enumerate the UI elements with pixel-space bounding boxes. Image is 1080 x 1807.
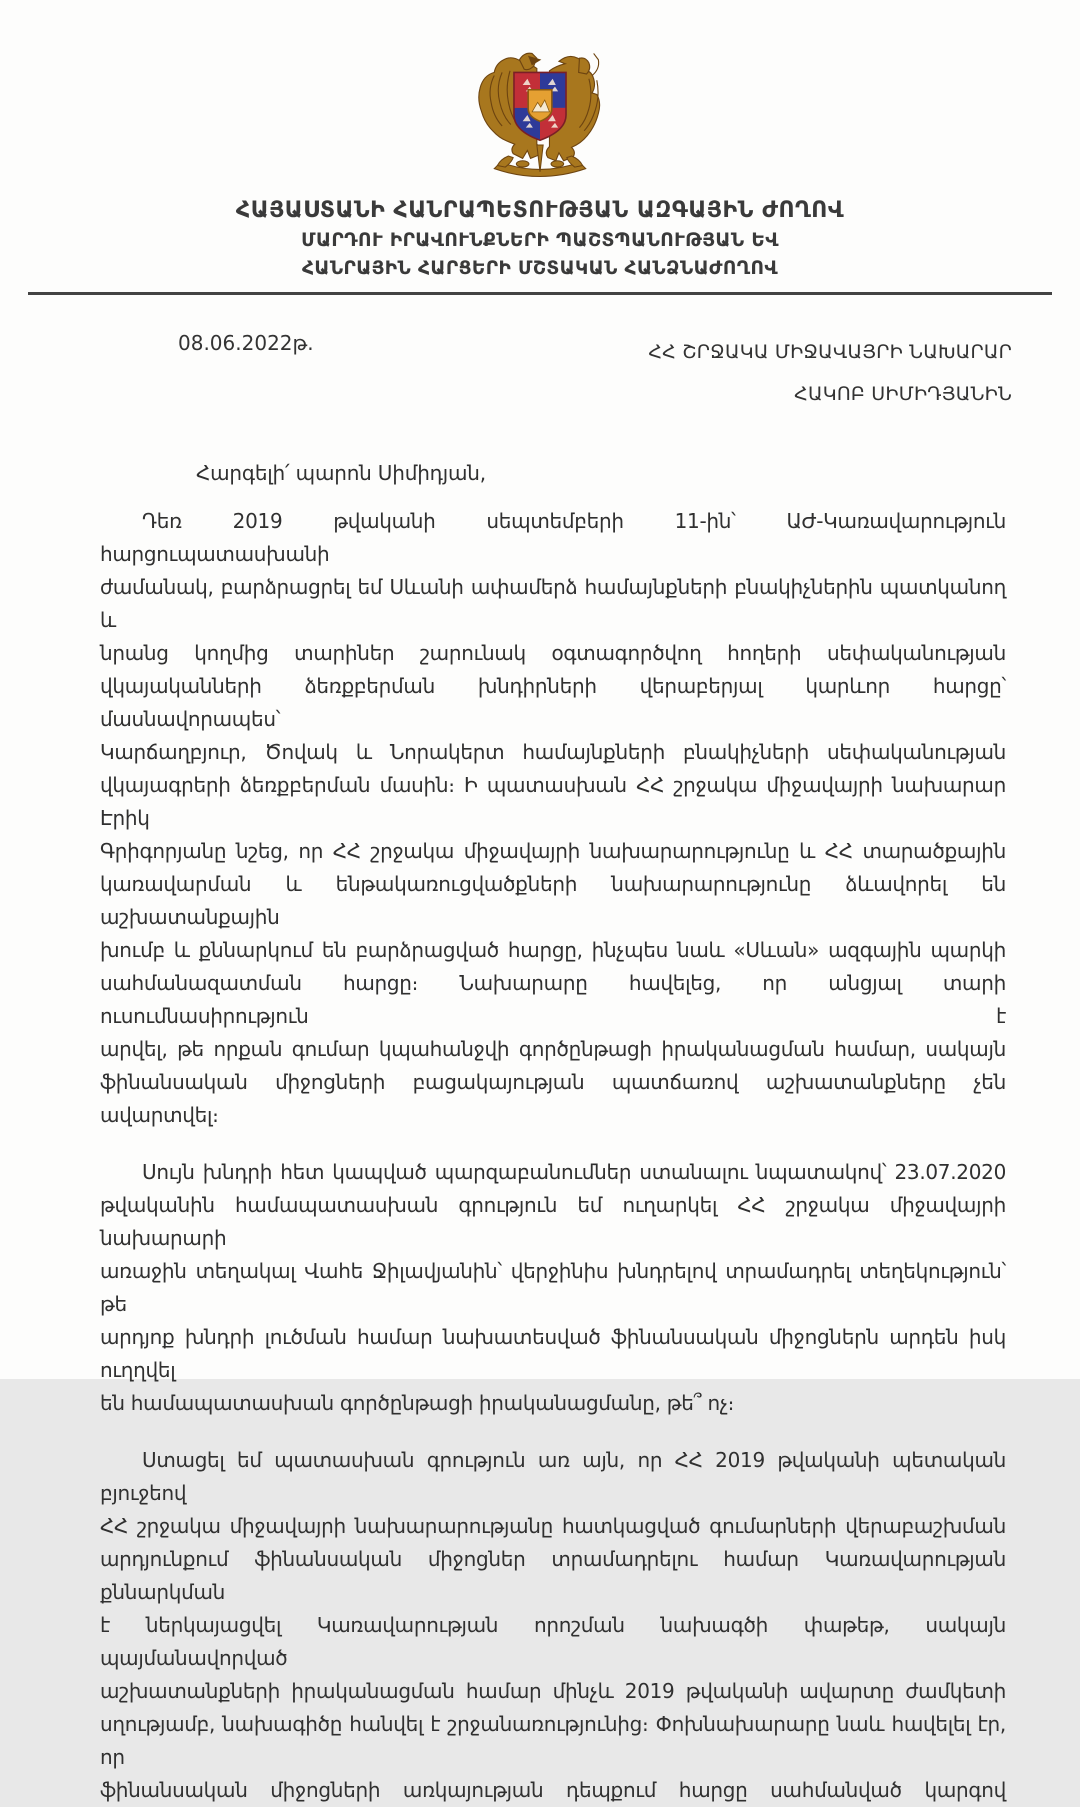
paragraph-line: վկայագրերի ձեռքբերման մասին։ Ի պատասխան ՀՀ շրջակա միջավայրի նախարար Էրիկ	[100, 773, 1006, 830]
paragraph-line: սղությամբ, նախագիծը հանվել է շրջանառությունից։ Փոխնախարարը նաև հավելել էր, որ	[100, 1712, 1006, 1769]
salutation: Հարգելի՛ պարոն Սիմիդյան,	[196, 461, 486, 485]
paragraph-line: առաջին տեղակալ Վահե Ջիլավյանին՝ վերջինիս խնդրելով տրամադրել տեղեկություն՝ թե	[100, 1259, 1006, 1316]
org-name-line2: ՄԱՐԴՈՒ ԻՐԱՎՈՒՆՔՆԵՐԻ ՊԱՇՏՊԱՆՈՒԹՅԱՆ ԵՎ	[301, 230, 779, 251]
paragraph	[100, 505, 1006, 1132]
paragraph-line: ՀՀ շրջակա միջավայրի նախարարությանը հատկացված գումարների վերաբաշխման	[100, 1514, 1006, 1538]
org-name-line3: ՀԱՆՐԱՅԻՆ ՀԱՐՑԵՐԻ ՄՇՏԱԿԱՆ ՀԱՆՁՆԱԺՈՂՈՎ	[301, 258, 779, 279]
paragraph-line: աշխատանքների իրականացման համար մինչև 2019 թվականի ավարտը ժամկետի	[100, 1679, 1006, 1703]
paragraph-line: է ներկայացվել Կառավարության որոշման նախագծի փաթեթ, սակայն պայմանավորված	[100, 1613, 1006, 1670]
paragraph-line: Սույն խնդրի հետ կապված պարզաբանումներ ստանալու նպատակով՝ 23.07.2020	[142, 1160, 1006, 1184]
letter-body	[100, 505, 1006, 1807]
paragraph-line: արվել, թե որքան գումար կպահանջվի գործընթացի իրականացման համար, սակայն	[100, 1037, 1006, 1061]
letterhead-divider	[28, 292, 1052, 295]
paragraph-line: կառավարման և ենթակառուցվածքների նախարարությունը ձևավորել են աշխատանքային	[100, 872, 1006, 929]
paragraph-line: սահմանազատման հարցը։ Նախարարը հավելեց, որ անցյալ տարի ուսումնասիրություն է	[100, 971, 1006, 1028]
paragraph-line: Դեռ 2019 թվականի սեպտեմբերի 11-ին՝ ԱԺ-Կառավարություն հարցուպատասխանի	[100, 509, 1006, 566]
recipient-name: ՀԱԿՈԲ ՍԻՄԻԴՅԱՆԻՆ	[794, 383, 1012, 405]
emblem-container	[0, 0, 1080, 190]
paragraph-line: արդյունքում ֆինանսական միջոցներ տրամադրելու համար Կառավարության քննարկման	[100, 1547, 1006, 1604]
recipient-title: ՀՀ ՇՐՋԱԿԱ ՄԻՋԱՎԱՅՐԻ ՆԱԽԱՐԱՐ	[648, 341, 1012, 363]
meta-row	[178, 331, 1012, 415]
paragraph-line: ֆինանսական միջոցների առկայության դեպքում հարցը սահմանված կարգով	[100, 1778, 1006, 1802]
paragraph-line: վկայականների ձեռքբերման խնդիրների վերաբերյալ կարևոր հարցը՝ մասնավորապես՝	[100, 674, 1006, 731]
paragraph	[100, 1156, 1006, 1420]
paragraph-line: Կարճաղբյուր, Ծովակ և Նորակերտ համայնքների բնակիչների սեփականության	[100, 740, 1006, 764]
letter-date: 08.06.2022թ.	[178, 331, 314, 355]
paragraph-line: Գրիգորյանը նշեց, որ ՀՀ շրջակա միջավայրի նախարարությունը և ՀՀ տարածքային	[100, 839, 1006, 863]
paragraph-line: նրանց կողմից տարիներ շարունակ օգտագործվող հողերի սեփականության	[100, 641, 1006, 665]
org-name-line1: ՀԱՅԱՍՏԱՆԻ ՀԱՆՐԱՊԵՏՈՒԹՅԱՆ ԱԶԳԱՅԻՆ ԺՈՂՈՎ	[235, 198, 845, 223]
paragraph-line: ֆինանսական միջոցների բացակայության պատճառով աշխատանքները չեն ավարտվել։	[100, 1070, 1006, 1127]
paragraph-line: արդյոք խնդրի լուծման համար նախատեսված ֆինանսական միջոցներն արդեն իսկ ուղղվել	[100, 1325, 1006, 1382]
paragraph-line: թվականին համապատասխան գրություն եմ ուղարկել ՀՀ շրջակա միջավայրի նախարարի	[100, 1193, 1006, 1250]
paragraph-line: են համապատասխան գործընթացի իրականացմանը, թե՞ ոչ։	[100, 1391, 735, 1415]
armenia-coat-of-arms-icon	[452, 44, 628, 186]
paragraph-line: խումբ և քննարկում են բարձրացված հարցը, ինչպես նաև «Սևան» ազգային պարկի	[100, 938, 1006, 962]
recipient-block	[648, 331, 1012, 415]
paragraph-line: ժամանակ, բարձրացրել եմ Սևանի ափամերձ համայնքների բնակիչներին պատկանող և	[100, 575, 1006, 632]
paragraph-line: Ստացել եմ պատասխան գրություն առ այն, որ ՀՀ 2019 թվականի պետական բյուջեով	[100, 1448, 1006, 1505]
paragraph	[100, 1444, 1006, 1807]
